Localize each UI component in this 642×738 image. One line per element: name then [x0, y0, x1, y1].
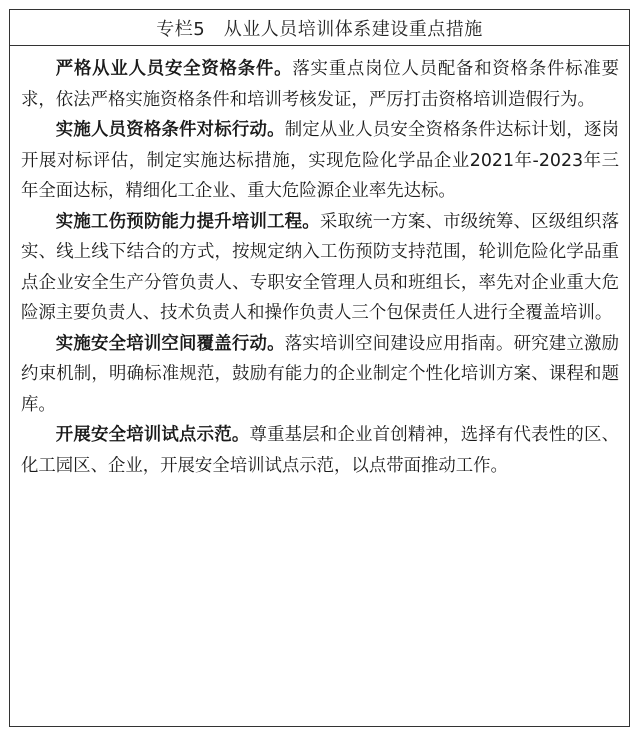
sidebar-box	[9, 9, 630, 727]
measure-text-1: 落实重点岗位人员配备和资格条件标准要求，依法严格实施资格条件和培训考核发证，严厉打击资格培训造假行为。	[21, 59, 619, 110]
measure-paragraph-5	[21, 420, 619, 481]
measure-heading-4: 实施安全培训空间覆盖行动。	[55, 333, 285, 354]
measure-paragraph-3	[21, 207, 619, 329]
measure-paragraph-4	[21, 329, 619, 421]
measure-paragraph-2	[21, 115, 619, 207]
measure-heading-1: 严格从业人员安全资格条件。	[55, 59, 293, 79]
measure-text-5: 尊重基层和企业首创精神，选择有代表性的区、化工园区、企业，开展安全培训试点示范，以点带面推动工作。	[21, 425, 619, 476]
measure-paragraph-1	[21, 54, 619, 115]
box-content	[10, 46, 629, 481]
measure-heading-3: 实施工伤预防能力提升培训工程。	[55, 211, 320, 232]
measure-text-3: 采取统一方案、市级统筹、区级组织落实、线上线下结合的方式，按规定纳入工伤预防支持范围，轮训危险化学品重点企业安全生产分管负责人、专职安全管理人员和班组长，率先对企业重大危险源主要负责人、技术负责人和操作负责人三个包保责任人进行全覆盖培训。	[21, 211, 619, 323]
measure-heading-5: 开展安全培训试点示范。	[55, 425, 250, 445]
measure-heading-2: 实施人员资格条件对标行动。	[55, 120, 285, 140]
box-title: 专栏5 从业人员培训体系建设重点措施	[10, 10, 629, 46]
measure-text-4: 落实培训空间建设应用指南。研究建立激励约束机制，明确标准规范，鼓励有能力的企业制定个性化培训方案、课程和题库。	[21, 333, 619, 415]
measure-text-2: 制定从业人员安全资格条件达标计划，逐岗开展对标评估，制定实施达标措施，实现危险化学品企业2021年-2023年三年全面达标，精细化工企业、重大危险源企业率先达标。	[21, 120, 619, 201]
